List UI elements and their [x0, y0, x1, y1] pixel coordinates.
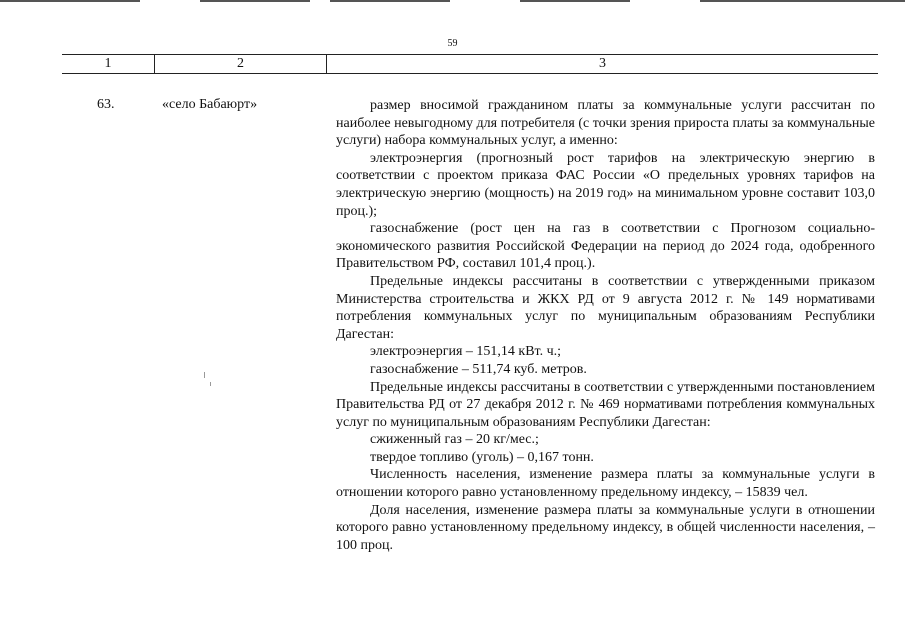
- top-edge-rule: [330, 0, 450, 2]
- top-edge-rule: [0, 0, 140, 2]
- column-header-row: [62, 54, 878, 74]
- column-header-1: 1: [62, 55, 155, 73]
- page-number: 59: [447, 38, 458, 49]
- norm-solid-fuel: твердое топливо (уголь) – 0,167 тонн.: [370, 449, 594, 465]
- norm-liquefied-gas: сжиженный газ – 20 кг/мес.;: [370, 432, 539, 448]
- top-edge-rule: [200, 0, 310, 2]
- scan-speck: [204, 372, 205, 378]
- paragraph-indices-resolution-469: Предельные индексы рассчитаны в соответствии с утвержденными постановлением Правительства РД от 27 декабря 2012 г. № 469 нормативами потребления коммунальных услуг по муниципальным образованиям Республики Дагестан:: [336, 379, 875, 430]
- row-number: 63.: [97, 97, 115, 112]
- column-header-3: 3: [599, 56, 606, 71]
- top-edge-rule: [700, 0, 905, 2]
- norm-electricity: электроэнергия – 151,14 кВт. ч.;: [370, 344, 562, 360]
- row-description: [336, 97, 875, 554]
- top-edge-rule: [520, 0, 630, 2]
- norm-gas: газоснабжение – 511,74 куб. метров.: [370, 361, 587, 377]
- paragraph-population-share: Доля населения, изменение размера платы за коммунальные услуги в отношении которого равно установленному предельному индексу, в общей численности населения, – 100 проц.: [336, 502, 875, 553]
- settlement-name: «село Бабаюрт»: [162, 97, 258, 112]
- paragraph-gas-prices: газоснабжение (рост цен на газ в соответствии с Прогнозом социально-экономического развития Российской Федерации на период до 2024 года, одобренного Правительством РФ, составил 101,4 проц.).: [336, 221, 875, 272]
- paragraph-indices-order-149: Предельные индексы рассчитаны в соответствии с утвержденными приказом Министерства строительства и ЖКХ РД от 9 августа 2012 г. № 149 нормативами потребления коммунальных услуг по муниципальным образованиям Республики Дагестан:: [336, 273, 875, 342]
- paragraph-population-count: Численность населения, изменение размера платы за коммунальные услуги в отношении которого равно установленному предельному индексу, – 15839 чел.: [336, 467, 875, 501]
- scan-speck: [210, 382, 211, 386]
- column-header-2: 2: [155, 55, 327, 73]
- paragraph-electricity-tariff: электроэнергия (прогнозный рост тарифов на электрическую энергию в соответствии с проектом приказа ФАС России «О предельных уровнях тарифов на электрическую энергию (мощность) на 2019 год» на минимальном уровне составит 103,0 проц.);: [336, 150, 875, 219]
- paragraph-intro: размер вносимой гражданином платы за коммунальные услуги рассчитан по наиболее невыгодному для потребителя (с точки зрения прироста платы за коммунальные услуги) набора коммунальных услуг, а именно:: [336, 98, 875, 149]
